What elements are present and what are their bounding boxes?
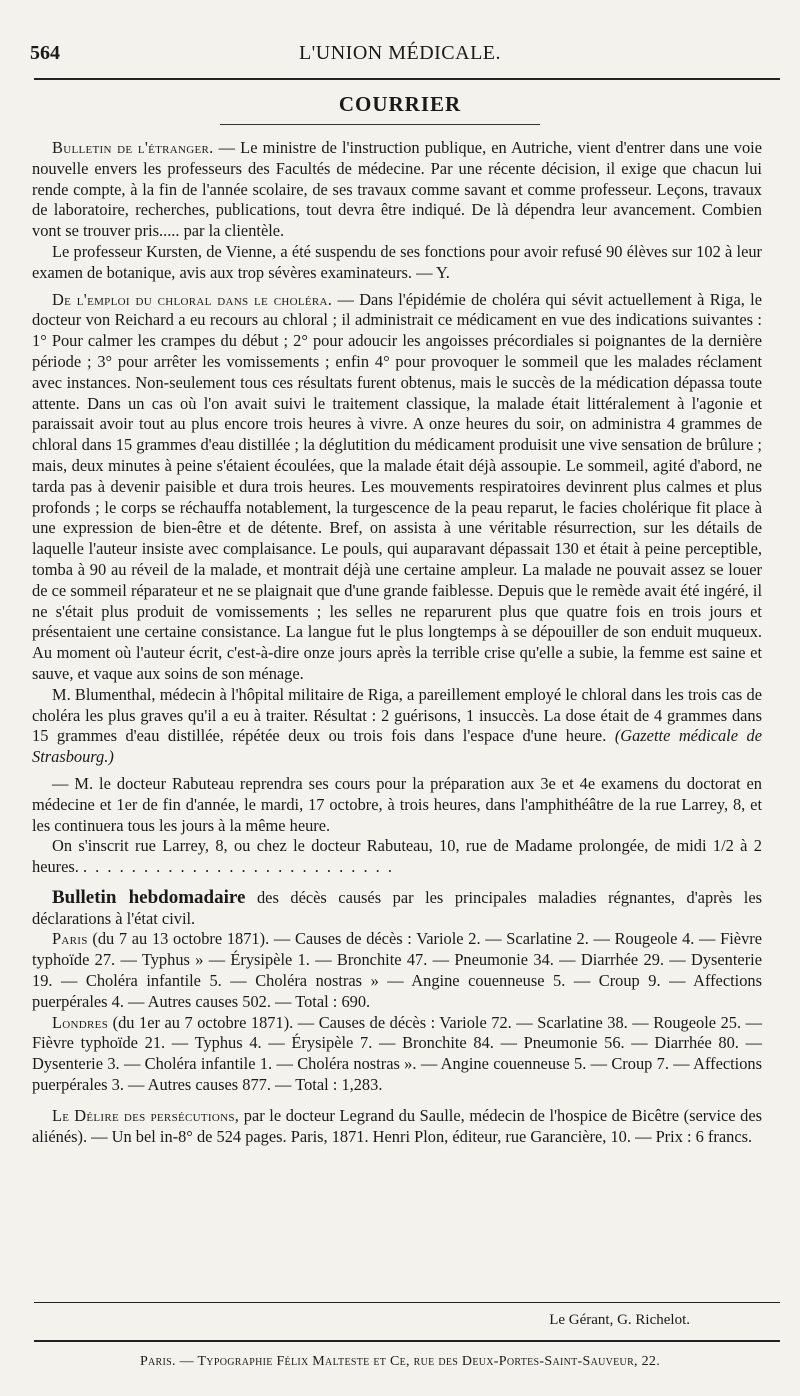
header-rule	[34, 78, 780, 80]
bulletin-title: Bulletin hebdomadaire	[52, 886, 246, 908]
dotted-separator: . . . . . . . . . . . . . . . . . . . . . . . . . .	[82, 857, 394, 877]
paragraph-kursten: Le professeur Kursten, de Vienne, a été suspendu de ses fonctions pour avoir refusé 90 élèves sur 102 à leur examen de botanique, avis aux trop sévères examinateurs. — Y.	[32, 241, 762, 282]
paragraph-lead: Bulletin de l'étranger.	[52, 138, 214, 157]
paragraph-text: On s'inscrit rue Larrey, 8, ou chez le docteur Rabuteau, 10, rue de Madame prolongée, de midi 1/2 à 2 heures.	[32, 836, 762, 877]
paragraph-book-notice	[32, 1106, 762, 1148]
paragraph-weekly-bulletin	[32, 888, 762, 930]
paragraph-text: — Dans l'épidémie de choléra qui sévit actuellement à Riga, le docteur von Reichard a eu recours au chloral ; il administrait ce médicament en vue des indications suivantes : 1° Pour calmer les crampes du début ; 2° pour adoucir les angoisses précordiales si poignantes de la dernière période ; 3° pour arrêter les vomissements ; enfin 4° pour provoquer le sommeil que les malades réclament avec instances. Non-seulement tous ces résultats furent obtenus, mais le succès de la médication dépassa toute attente. Dans un cas où l'on avait suivi le traitement classique, la malade était littéralement à l'agonie et paraissait avoir tout au plus encore trois heures à vivre. A onze heures du soir, on administra 4 grammes de chloral dans 15 grammes d'eau distillée ; la déglutition du médicament produisit une vive sensation de brûlure ; mais, deux minutes à peine s'étaient écoulées, que la malade était déjà assoupie. Le sommeil, agité d'abord, ne tarda pas à devenir paisible et dura trois heures. Les mouvements respiratoires devinrent plus calmes et plus profonds ; le corps se réchauffa notablement, la turgescence de la peau reparut, le facies cholérique fit place à une expression de bien-être et de détente. Bref, on assista à une véritable résurrection, sur les détails de laquelle l'auteur insiste avec complaisance. Le pouls, qui auparavant dépassait 130 et était à peine perceptible, tomba à 90 au réveil de la malade, et montrait déjà une certaine ampleur. La malade ne pouvait assez se louer de ce sommeil réparateur et ne se plaignait que d'une grande faiblesse. Depuis que le remède avait été ingéré, il ne s'était plus produit de vomissements ; les selles ne reparurent plus que quatre fois en trois jours et présentaient une certaine consistance. La langue fut le plus longtemps à se dépouiller de son enduit muqueux. Au moment où l'auteur écrit, c'est-à-dire onze jours après la terrible crise qu'elle a subie, la femme est saine et sauve, et vaque aux soins de son ménage.	[32, 289, 763, 683]
paragraph-chloral	[32, 290, 762, 685]
paragraph-text: des décès causés par les principales maladies régnantes, d'après les déclarations à l'état civil.	[32, 887, 763, 928]
paragraph-text: (du 7 au 13 octobre 1871). — Causes de décès : Variole 2. — Scarlatine 2. — Rougeole 4. — Fièvre typhoïde 27. — Typhus » — Érysipèle 1. — Bronchite 47. — Pneumonie 34. — Diarrhée 29. — Dysenterie 19. — Choléra infantile 5. — Choléra nostras » — Angine couenneuse 5. — Croup 9. — Affections puerpérales 4. — Autres causes 502. — Total : 690.	[32, 929, 762, 1011]
paragraph-text: (du 1er au 7 octobre 1871). — Causes de décès : Variole 72. — Scarlatine 38. — Rougeole 25. — Fièvre typhoïde 21. — Typhus 4. — Érysipèle 7. — Bronchite 84. — Pneumonie 56. — Diarrhée 80. — Dysenterie 3. — Choléra infantile 1. — Choléra nostras ». — Angine couenneuse 5. — Croup 7. — Affections puerpérales 3. — Autres causes 877. — Total : 1,283.	[32, 1012, 762, 1095]
paragraph-london-stats	[32, 1013, 762, 1096]
paragraph-text: — Le ministre de l'instruction publique, en Autriche, vient d'entrer dans une voie nouvelle envers les professeurs des Facultés de médecine. Par une récente décision, il exige que chacun lui rende compte, à la fin de l'année scolaire, de ses travaux comme savant et comme professeur. Leçons, travaux de laboratoire, recherches, publications, tout devra être indiqué. De là dépendra leur avancement. Combien vont se trouver pris..... par la clientèle.	[32, 138, 762, 241]
book-title: Le Délire des persécutions,	[52, 1105, 240, 1125]
city-label: Londres	[52, 1012, 109, 1032]
footer-rule	[34, 1302, 780, 1303]
paragraph-foreign-bulletin	[32, 138, 762, 242]
paragraph-text: par le docteur Legrand du Saulle, médecin de l'hospice de Bicêtre (service des aliénés). — Un bel in-8° de 524 pages. Paris, 1871. Henri Plon, éditeur, rue Garancière, 10. — Prix : 6 francs.	[32, 1105, 762, 1146]
paragraph-lead: De l'emploi du chloral dans le choléra.	[52, 289, 333, 309]
source-citation: (Gazette médicale de Strasbourg.)	[32, 726, 762, 767]
paragraph-inscription	[32, 836, 762, 878]
city-label: Paris	[52, 929, 88, 949]
section-rule	[220, 124, 540, 125]
paragraph-paris-stats	[32, 929, 762, 1012]
signature: Le Gérant, G. Richelot.	[549, 1312, 690, 1328]
journal-title: L'UNION MÉDICALE.	[298, 42, 502, 64]
page-header	[30, 42, 770, 72]
section-title: COURRIER	[338, 92, 462, 116]
footer-rule-thick	[34, 1340, 780, 1342]
paragraph-rabuteau: — M. le docteur Rabuteau reprendra ses cours pour la préparation aux 3e et 4e examens du doctorat en médecine et 1er de fin d'année, le mardi, 17 octobre, à trois heures, dans l'amphithéâtre de la rue Larrey, 8, et les continuera tous les jours à la même heure.	[32, 773, 762, 835]
printer-imprint: Paris. — Typographie Félix Malteste et Ce, rue des Deux-Portes-Saint-Sauveur, 22.	[139, 1354, 661, 1369]
paragraph-blumenthal	[32, 685, 762, 768]
page-number: 564	[30, 42, 60, 64]
article-body	[32, 138, 762, 1147]
paragraph-text: M. Blumenthal, médecin à l'hôpital militaire de Riga, a pareillement employé le chloral dans les trois cas de choléra les plus graves qu'il a eu à traiter. Résultat : 2 guérisons, 1 insuccès. La dose était de 4 grammes dans 15 grammes d'eau distillée, répétée deux ou trois fois dans l'espace d'une heure.	[32, 684, 762, 746]
